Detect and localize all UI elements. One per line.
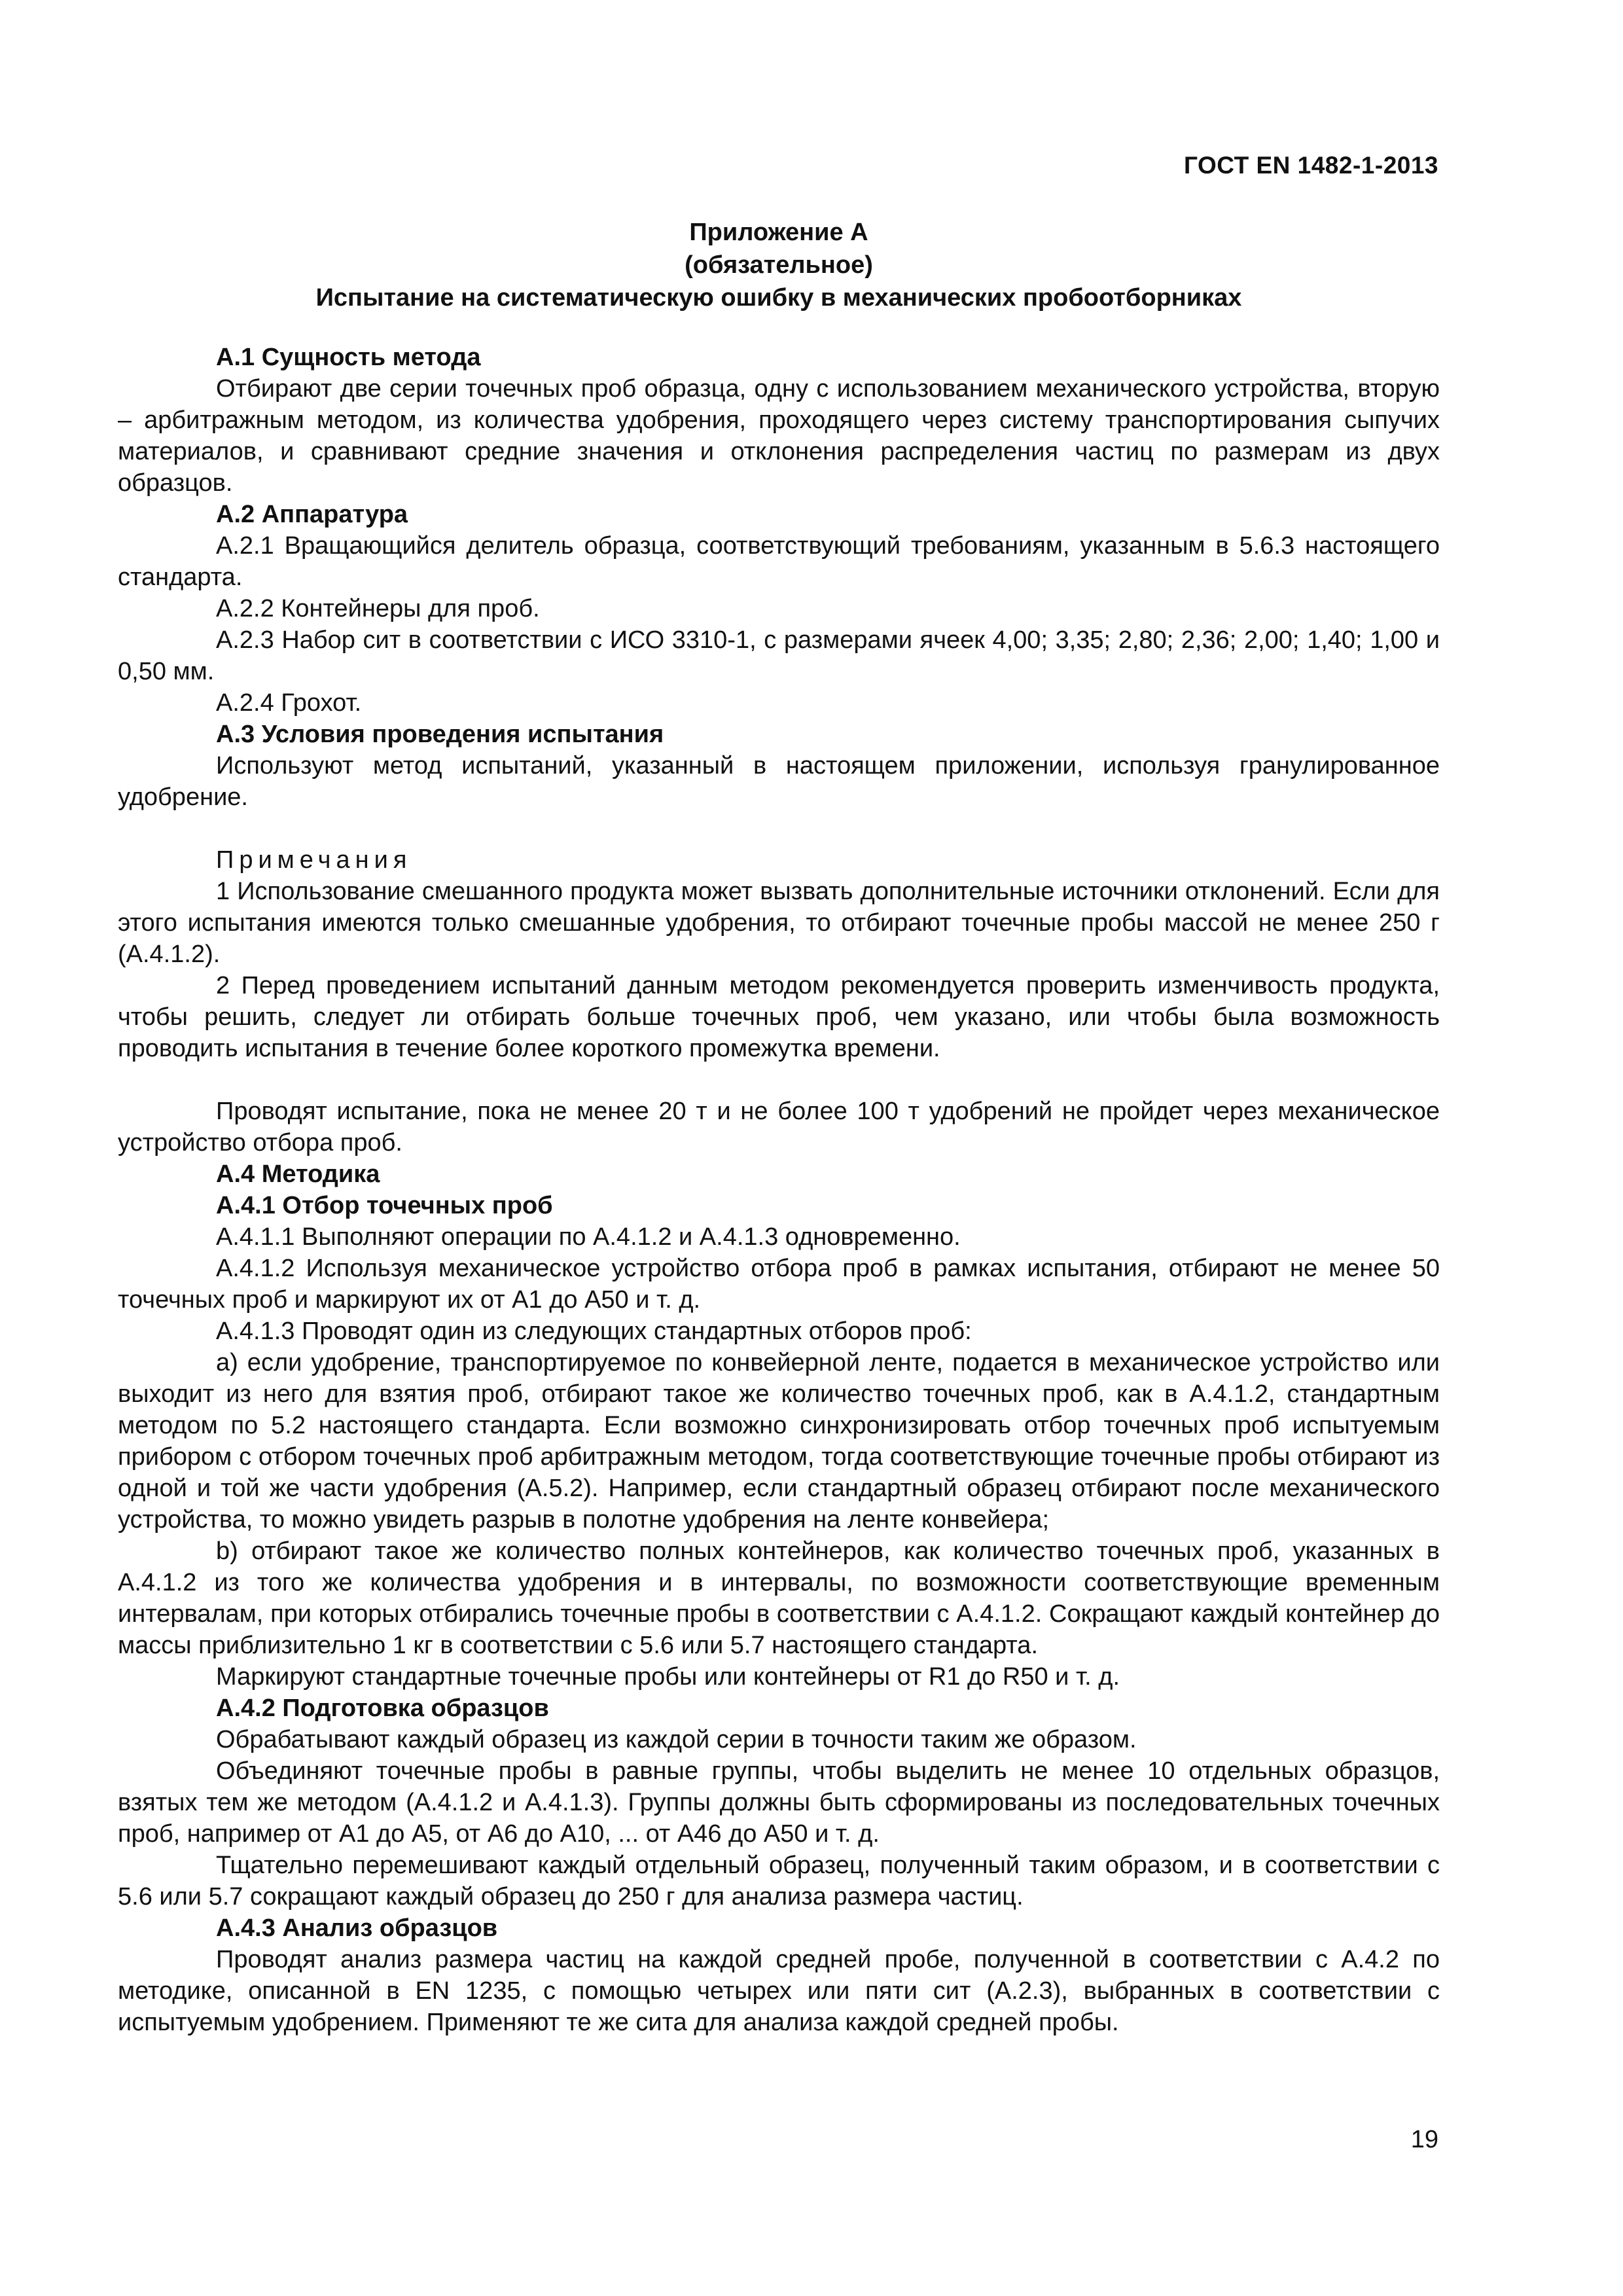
body-paragraph: Маркируют стандартные точечные пробы или контейнеры от R1 до R50 и т. д. [216, 1663, 1120, 1691]
section-heading: А.4.1 Отбор точечных проб [216, 1192, 553, 1219]
body-paragraph: b) отбирают такое же количество полных контейнеров, как количество точечных проб, указанных в А.4.1.2 из того же количества удобрения и в интервалы, по возможности соответствующие временным интервалам, при которых отбирались точечные пробы в соответствии с А.4.1.2. Сокращают каждый контейнер до массы приблизительно 1 кг в соответствии с 5.6 или 5.7 настоящего стандарта. [118, 1537, 1440, 1659]
annex-title: Приложение А [689, 219, 868, 246]
annex-status: (обязательное) [685, 251, 873, 279]
paragraph-spacer [118, 813, 1440, 844]
body-paragraph: Проводят анализ размера частиц на каждой средней пробе, полученной в соответствии с А.4.2 по методике, описанной в EN 1235, с помощью четырех или пяти сит (А.2.3), выбранных в соответствии с испытуемым удобрением. Применяют те же сита для анализа каждой средней пробы. [118, 1946, 1440, 2036]
body-paragraph: a) если удобрение, транспортируемое по конвейерной ленте, подается в механическое устройство или выходит из него для взятия проб, отбирают такое же количество точечных проб, как в А.4.1.2, стандартным методом по 5.2 настоящего стандарта. Если возможно синхронизировать отбор точечных проб испытуемым прибором с отбором точечных проб арбитражным методом, тогда соответствующие точечные пробы отбирают из одной и той же части удобрения (А.5.2). Например, если стандартный образец отбирают после механического устройства, то можно увидеть разрыв в полотне удобрения на ленте конвейера; [118, 1349, 1440, 1534]
body-paragraph: Объединяют точечные пробы в равные группы, чтобы выделить не менее 10 отдельных образцов, взятых тем же методом (А.4.1.2 и А.4.1.3). Группы должны быть сформированы из последовательных точечных проб, например от А1 до А5, от А6 до А10, ... от А46 до А50 и т. д. [118, 1757, 1440, 1848]
body-paragraph: А.4.1.2 Используя механическое устройство отбора проб в рамках испытания, отбирают не менее 50 точечных проб и маркируют их от А1 до А50 и т. д. [118, 1255, 1440, 1314]
body-paragraph: А.2.3 Набор сит в соответствии с ИСО 3310-1, с размерами ячеек 4,00; 3,35; 2,80; 2,36; 2,00; 1,40; 1,00 и 0,50 мм. [118, 626, 1440, 685]
section-heading: А.4.3 Анализ образцов [216, 1914, 498, 1942]
body-paragraph: Отбирают две серии точечных проб образца, одну с использованием механического устройства, вторую – арбитражным методом, из количества удобрения, проходящего через систему транспортирования сыпучих материалов, и сравнивают средние значения и отклонения распределения частиц по размерам из двух образцов. [118, 375, 1440, 497]
section-heading: А.4.2 Подготовка образцов [216, 1695, 549, 1722]
body-paragraph: 1 Использование смешанного продукта может вызвать дополнительные источники отклонений. Если для этого испытания имеются только смешанные удобрения, то отбирают точечные пробы массой не менее 250 г (А.4.1.2). [118, 878, 1440, 968]
document-body [118, 342, 1440, 2038]
section-heading: А.4 Методика [216, 1160, 380, 1188]
body-paragraph: А.4.1.3 Проводят один из следующих стандартных отборов проб: [216, 1318, 972, 1345]
notes-title: Примечания [216, 846, 412, 874]
annex-subject: Испытание на систематическую ошибку в механических пробоотборниках [315, 284, 1242, 312]
section-heading: А.3 Условия проведения испытания [216, 721, 664, 748]
body-paragraph: Тщательно перемешивают каждый отдельный образец, полученный таким образом, и в соответствии с 5.6 или 5.7 сокращают каждый образец до 250 г для анализа размера частиц. [118, 1852, 1440, 1910]
section-heading: А.2 Аппаратура [216, 501, 408, 528]
body-paragraph: А.2.1 Вращающийся делитель образца, соответствующий требованиям, указанным в 5.6.3 настоящего стандарта. [118, 532, 1440, 591]
body-paragraph: Проводят испытание, пока не менее 20 т и не более 100 т удобрений не пройдет через механическое устройство отбора проб. [118, 1098, 1440, 1157]
section-heading: А.1 Сущность метода [216, 344, 481, 371]
body-paragraph: А.2.2 Контейнеры для проб. [216, 595, 540, 622]
body-paragraph: Обрабатывают каждый образец из каждой серии в точности таким же образом. [216, 1726, 1137, 1753]
body-paragraph: 2 Перед проведением испытаний данным методом рекомендуется проверить изменчивость продукта, чтобы решить, следует ли отбирать больше точечных проб, чем указано, или чтобы была возможность проводить испытания в течение более короткого промежутка времени. [118, 972, 1440, 1062]
body-paragraph: Используют метод испытаний, указанный в настоящем приложении, используя гранулированное удобрение. [118, 752, 1440, 811]
paragraph-spacer [118, 1064, 1440, 1096]
annex-heading [118, 216, 1440, 314]
body-paragraph: А.4.1.1 Выполняют операции по А.4.1.2 и А.4.1.3 одновременно. [216, 1223, 961, 1251]
document-code: ГОСТ EN 1482-1-2013 [1184, 152, 1438, 179]
body-paragraph: А.2.4 Грохот. [216, 689, 362, 717]
page-number: 19 [1410, 2126, 1438, 2153]
